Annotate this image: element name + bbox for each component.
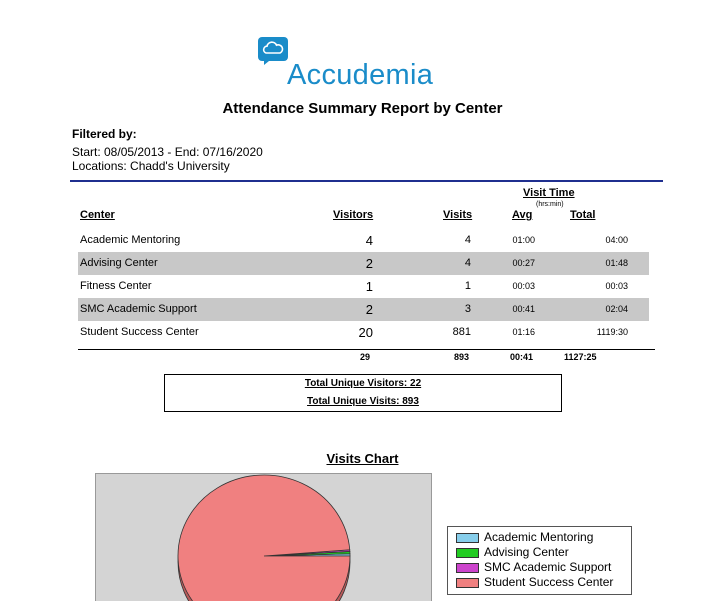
cell-visitors: 2: [365, 256, 373, 271]
cell-total: 1119:30: [596, 327, 628, 337]
cell-total: 00:03: [605, 281, 628, 291]
brand-name: Accudemia: [287, 59, 434, 91]
cell-center: Student Success Center: [80, 326, 199, 338]
cell-visits: 881: [452, 326, 471, 338]
table-row: [78, 321, 649, 344]
column-header-total: Total: [570, 209, 596, 221]
total-time: 1127:25: [564, 352, 597, 362]
legend-label: Student Success Center: [484, 575, 614, 589]
cell-avg: 00:41: [512, 304, 535, 314]
cell-visitors: 2: [365, 302, 373, 317]
pie-chart: [96, 474, 431, 601]
report-title: Attendance Summary Report by Center: [222, 100, 503, 117]
cloud-chat-icon: [258, 37, 288, 65]
filter-date-range: Start: 08/05/2013 - End: 07/16/2020: [72, 145, 263, 159]
cell-center: Advising Center: [80, 257, 158, 269]
chart-legend: [447, 526, 632, 595]
legend-swatch: [456, 578, 479, 588]
cell-visitors: 1: [365, 279, 373, 294]
legend-swatch: [456, 548, 479, 558]
cell-visits: 4: [464, 234, 471, 246]
unique-totals-box: [164, 374, 562, 412]
chart-panel: [95, 473, 432, 601]
column-header-center: Center: [80, 209, 115, 221]
cell-avg: 01:00: [512, 235, 535, 245]
legend-label: Advising Center: [484, 545, 569, 559]
cell-visitors: 4: [365, 233, 373, 248]
legend-swatch: [456, 533, 479, 543]
cell-avg: 00:27: [512, 258, 535, 268]
table-row: [78, 229, 649, 252]
cell-total: 04:00: [605, 235, 628, 245]
column-header-visitors: Visitors: [333, 209, 374, 221]
cell-visits: 4: [464, 257, 471, 269]
legend-label: Academic Mentoring: [484, 530, 594, 544]
filter-heading: Filtered by:: [72, 127, 137, 141]
total-avg: 00:41: [510, 352, 534, 362]
header-divider: [70, 180, 663, 182]
cell-visitors: 20: [358, 325, 373, 340]
table-row: [78, 298, 649, 321]
cell-total: 01:48: [605, 258, 628, 268]
cell-center: SMC Academic Support: [80, 303, 197, 315]
visit-time-units: (hrs:min): [536, 201, 564, 208]
total-visits: 893: [454, 352, 470, 362]
table-row: [78, 275, 649, 298]
unique-visitors: Total Unique Visitors: 22: [304, 378, 422, 389]
cell-visits: 1: [464, 280, 471, 292]
unique-visits: Total Unique Visits: 893: [307, 396, 419, 407]
cell-visits: 3: [464, 303, 471, 315]
column-header-avg: Avg: [512, 209, 533, 221]
filter-locations: Locations: Chadd's University: [72, 159, 230, 173]
totals-divider: [78, 349, 655, 350]
legend-swatch: [456, 563, 479, 573]
cell-center: Fitness Center: [80, 280, 152, 292]
legend-label: SMC Academic Support: [484, 560, 612, 574]
cell-avg: 00:03: [512, 281, 535, 291]
visit-time-group-header: Visit Time: [523, 187, 575, 199]
cell-total: 02:04: [605, 304, 628, 314]
pie-slice-student-success-center: [178, 475, 350, 601]
total-visitors: 29: [360, 352, 371, 362]
attendance-table: [78, 229, 649, 344]
chart-title: Visits Chart: [326, 451, 399, 466]
cell-center: Academic Mentoring: [80, 234, 181, 246]
table-row: [78, 252, 649, 275]
cell-avg: 01:16: [512, 327, 535, 337]
column-header-visits: Visits: [443, 209, 473, 221]
